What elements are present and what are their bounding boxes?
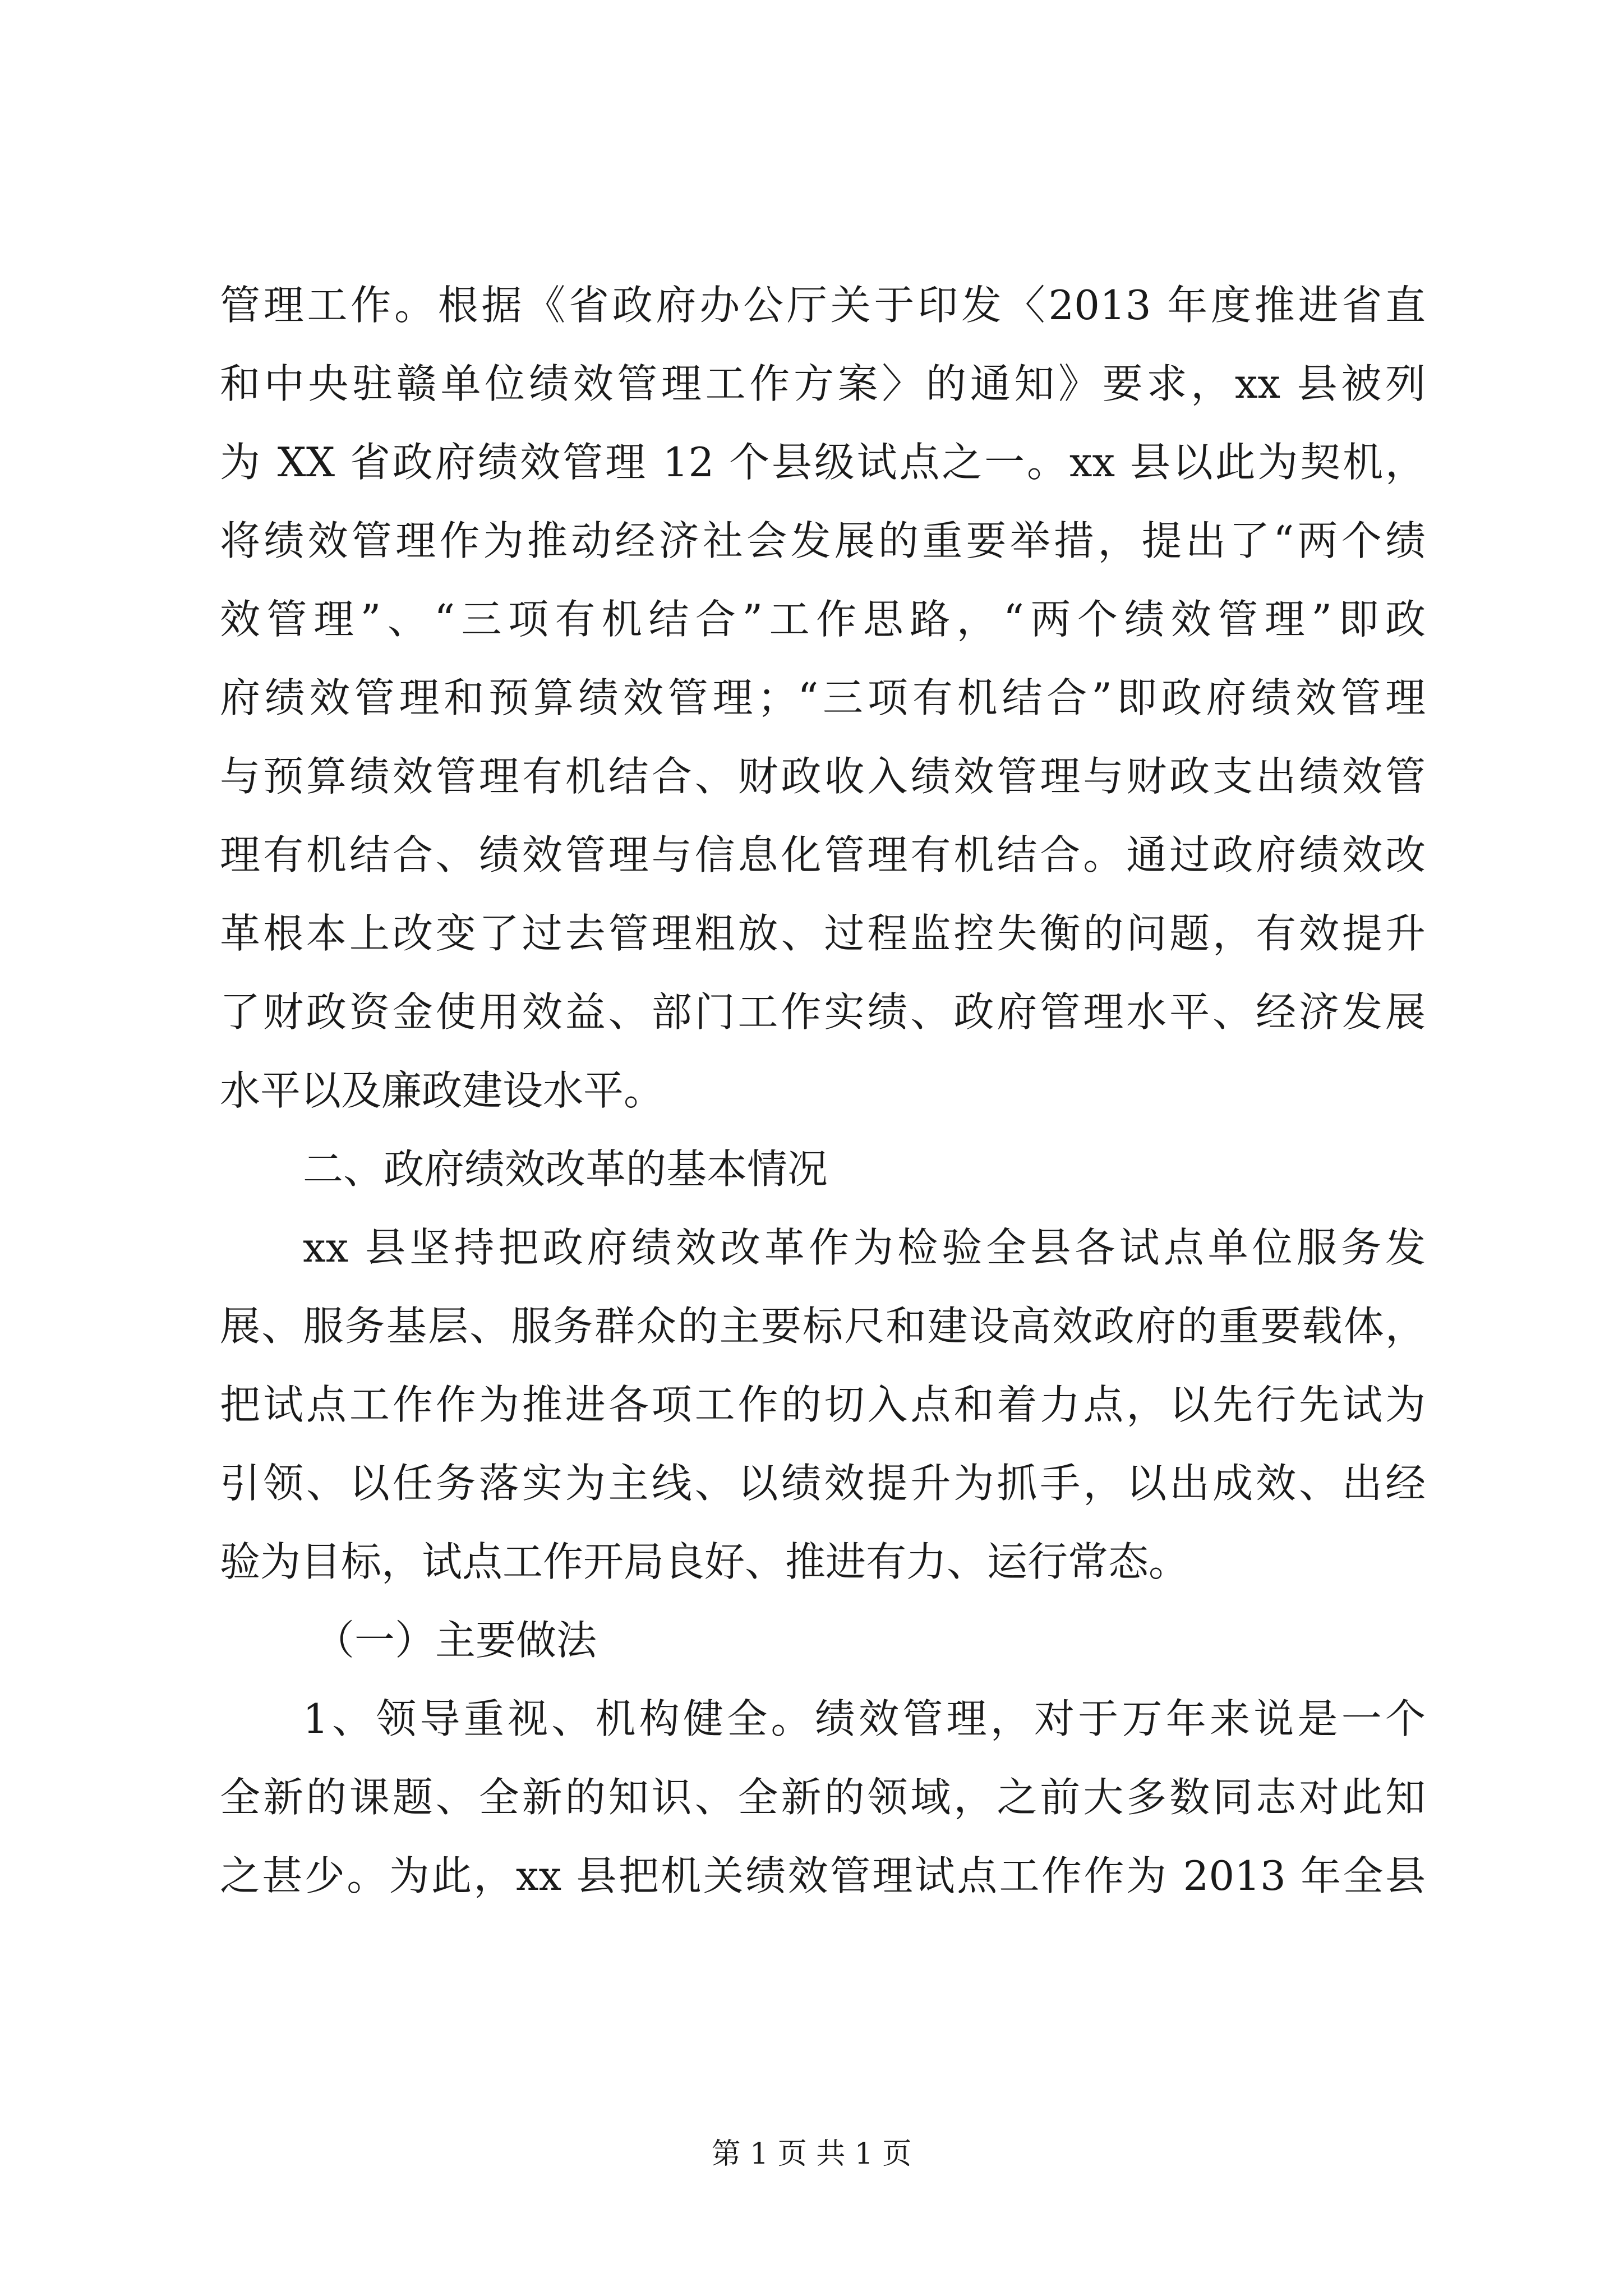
paragraph-line: 与预算绩效管理有机结合、财政收入绩效管理与财政支出绩效管 (220, 753, 1426, 800)
subsection-heading: （一）主要做法 (314, 1617, 597, 1664)
paragraph-line: 为 XX 省政府绩效管理 12 个县级试点之一。xx 县以此为契机， (220, 439, 1426, 486)
paragraph-line: 管理工作。根据《省政府办公厅关于印发〈2013 年度推进省直 (220, 282, 1426, 329)
page-number-footer: 第 1 页 共 1 页 (711, 2137, 912, 2171)
paragraph-line: 将绩效管理作为推动经济社会发展的重要举措，提出了“两个绩 (220, 517, 1426, 564)
section-heading: 二、政府绩效改革的基本情况 (303, 1145, 828, 1193)
paragraph-line: 1、领导重视、机构健全。绩效管理，对于万年来说是一个 (303, 1695, 1426, 1742)
paragraph-line: 府绩效管理和预算绩效管理；“三项有机结合”即政府绩效管理 (220, 674, 1426, 721)
paragraph-line: xx 县坚持把政府绩效改革作为检验全县各试点单位服务发 (303, 1224, 1426, 1271)
paragraph-line: 全新的课题、全新的知识、全新的领域，之前大多数同志对此知 (220, 1774, 1426, 1821)
paragraph-line: 水平以及廉政建设水平。 (220, 1067, 665, 1114)
paragraph-line: 把试点工作作为推进各项工作的切入点和着力点，以先行先试为 (220, 1381, 1426, 1428)
paragraph-line: 之甚少。为此，xx 县把机关绩效管理试点工作作为 2013 年全县 (220, 1852, 1426, 1899)
paragraph-line: 引领、以任务落实为主线、以绩效提升为抓手，以出成效、出经 (220, 1460, 1426, 1507)
paragraph-line: 验为目标，试点工作开局良好、推进有力、运行常态。 (220, 1538, 1189, 1585)
paragraph-line: 效管理”、“三项有机结合”工作思路，“两个绩效管理”即政 (220, 596, 1426, 643)
paragraph-line: 革根本上改变了过去管理粗放、过程监控失衡的问题，有效提升 (220, 910, 1426, 957)
paragraph-line: 和中央驻赣单位绩效管理工作方案〉的通知》要求，xx 县被列 (220, 360, 1426, 407)
paragraph-line: 展、服务基层、服务群众的主要标尺和建设高效政府的重要载体， (220, 1303, 1426, 1350)
paragraph-line: 了财政资金使用效益、部门工作实绩、政府管理水平、经济发展 (220, 988, 1426, 1036)
paragraph-line: 理有机结合、绩效管理与信息化管理有机结合。通过政府绩效改 (220, 831, 1426, 878)
